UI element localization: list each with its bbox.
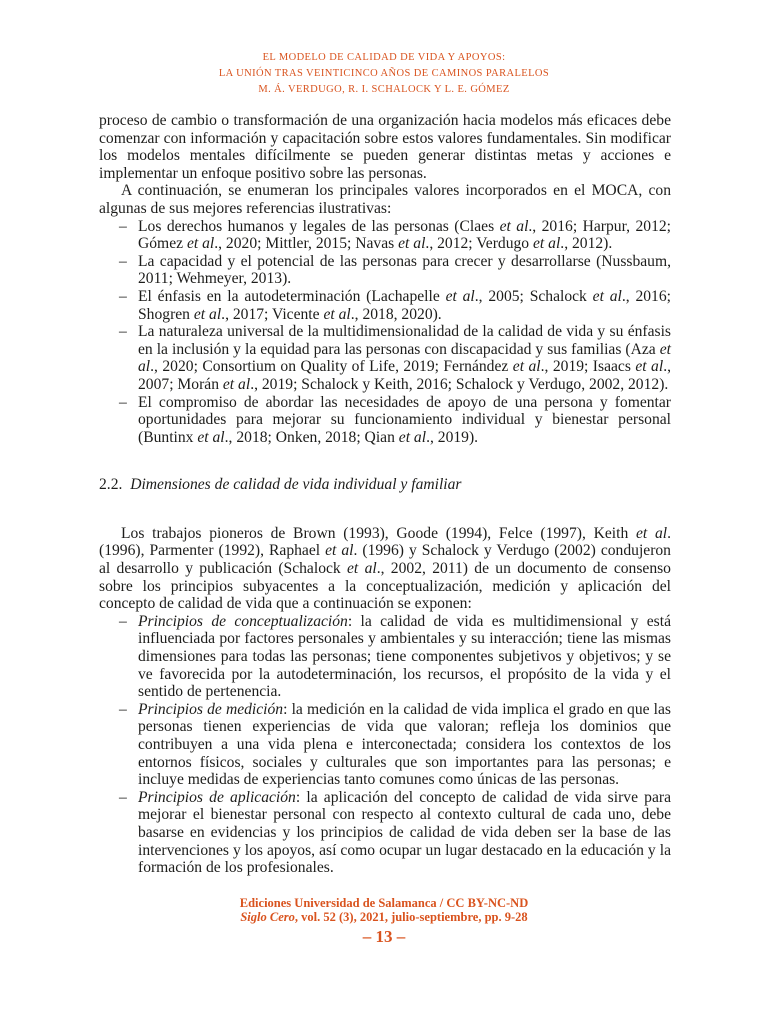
principle-title: Principios de conceptualización	[138, 612, 348, 630]
page-footer	[0, 896, 768, 948]
list-item: – Los derechos humanos y legales de las personas (Claes et al., 2016; Harpur, 2012; Gómez et al., 2020; Mittler, 2015; Navas et al., 2012; Verdugo et al., 2012).	[99, 218, 671, 253]
list-item: – Principios de medición: la medición en la calidad de vida implica el grado en que las personas tienen experiencias de vida que valoran; refleja los dominios que contribuyen a una vida plena e interconectada; considera los contextos de los entornos físicos, sociales y culturales que son importantes para las personas; e incluye medidas de experiencias tanto comunes como únicas de las personas.	[99, 701, 671, 789]
list-item: – Principios de aplicación: la aplicación del concepto de calidad de vida sirve para mejorar el bienestar personal con respecto al contexto cultural de cada uno, debe basarse en evidencias y los principios de calidad de vida deben ser la base de las intervenciones y los apoyos, así como ocupar un lugar destacado en la educación y la formación de los profesionales.	[99, 789, 671, 877]
footer-citation: Siglo Cero, vol. 52 (3), 2021, julio-septiembre, pp. 9-28	[240, 910, 528, 924]
list-item: – La naturaleza universal de la multidimensionalidad de la calidad de vida y su énfasis en la inclusión y la equidad para las personas con discapacidad y sus familias (Aza et al., 2020; Consortium on Quality of Life, 2019; Fernández et al., 2019; Isaacs et al., 2007; Morán et al., 2019; Schalock y Keith, 2016; Schalock y Verdugo, 2002, 2012).	[99, 323, 671, 393]
principle-title: Principios de aplicación	[138, 788, 296, 806]
header-subtitle-line: LA UNIÓN TRAS VEINTICINCO AÑOS DE CAMINOS PARALELOS	[218, 68, 550, 79]
section-number: 2.2.	[99, 476, 123, 494]
list-item: – Principios de conceptualización: la calidad de vida es multidimensional y está influenciada por factores personales y ambientales y su interacción; tiene las mismas dimensiones para todas las personas; tiene componentes subjetivos y objetivos; y se ve favorecida por la autodeterminación, los recursos, el propósito de la vida y el sentido de pertenencia.	[99, 613, 671, 701]
principle-title: Principios de medición	[138, 700, 284, 718]
principles-list	[99, 613, 671, 877]
running-header	[0, 50, 768, 98]
list-item: – El compromiso de abordar las necesidades de apoyo de una persona y fomentar oportunidades para mejorar su funcionamiento individual y bienestar personal (Buntinx et al., 2018; Onken, 2018; Qian et al., 2019).	[99, 394, 671, 447]
list-item: – La capacidad y el potencial de las personas para crecer y desarrollarse (Nussbaum, 2011; Wehmeyer, 2013).	[99, 253, 671, 288]
section-title: Dimensiones de calidad de vida individual y familiar	[130, 476, 462, 494]
list-item: – El énfasis en la autodeterminación (Lachapelle et al., 2005; Schalock et al., 2016; Shogren et al., 2017; Vicente et al., 2018, 2020).	[99, 288, 671, 323]
section-heading	[99, 476, 671, 494]
article-body	[99, 112, 671, 877]
footer-publisher: Ediciones Universidad de Salamanca / CC BY-NC-ND	[239, 896, 529, 910]
page-number: – 13 –	[362, 927, 406, 946]
paragraph-values-intro: A continuación, se enumeran los principales valores incorporados en el MOCA, con algunas de sus mejores referencias ilustrativas:	[99, 182, 671, 217]
paragraph-continuation: proceso de cambio o transformación de una organización hacia modelos más eficaces debe comenzar con información y capacitación sobre estos valores fundamentales. Sin modificar los modelos mentales difícilmente se pueden generar distintas metas y acciones e implementar un enfoque positivo sobre las personas.	[99, 112, 671, 182]
header-authors-line: M. Á. VERDUGO, R. I. SCHALOCK Y L. E. GÓMEZ	[258, 84, 510, 95]
paragraph-pioneers: Los trabajos pioneros de Brown (1993), Goode (1994), Felce (1997), Keith et al. (1996), Parmenter (1992), Raphael et al. (1996) y Schalock y Verdugo (2002) condujeron al desarrollo y publicación (Schalock et al., 2002, 2011) de un documento de consenso sobre los principios subyacentes a la conceptualización, medición y aplicación del concepto de calidad de vida que a continuación se exponen:	[99, 524, 671, 613]
header-title-line: EL MODELO DE CALIDAD DE VIDA Y APOYOS:	[262, 52, 506, 63]
journal-name: Siglo Cero	[240, 910, 295, 924]
values-list	[99, 218, 671, 447]
